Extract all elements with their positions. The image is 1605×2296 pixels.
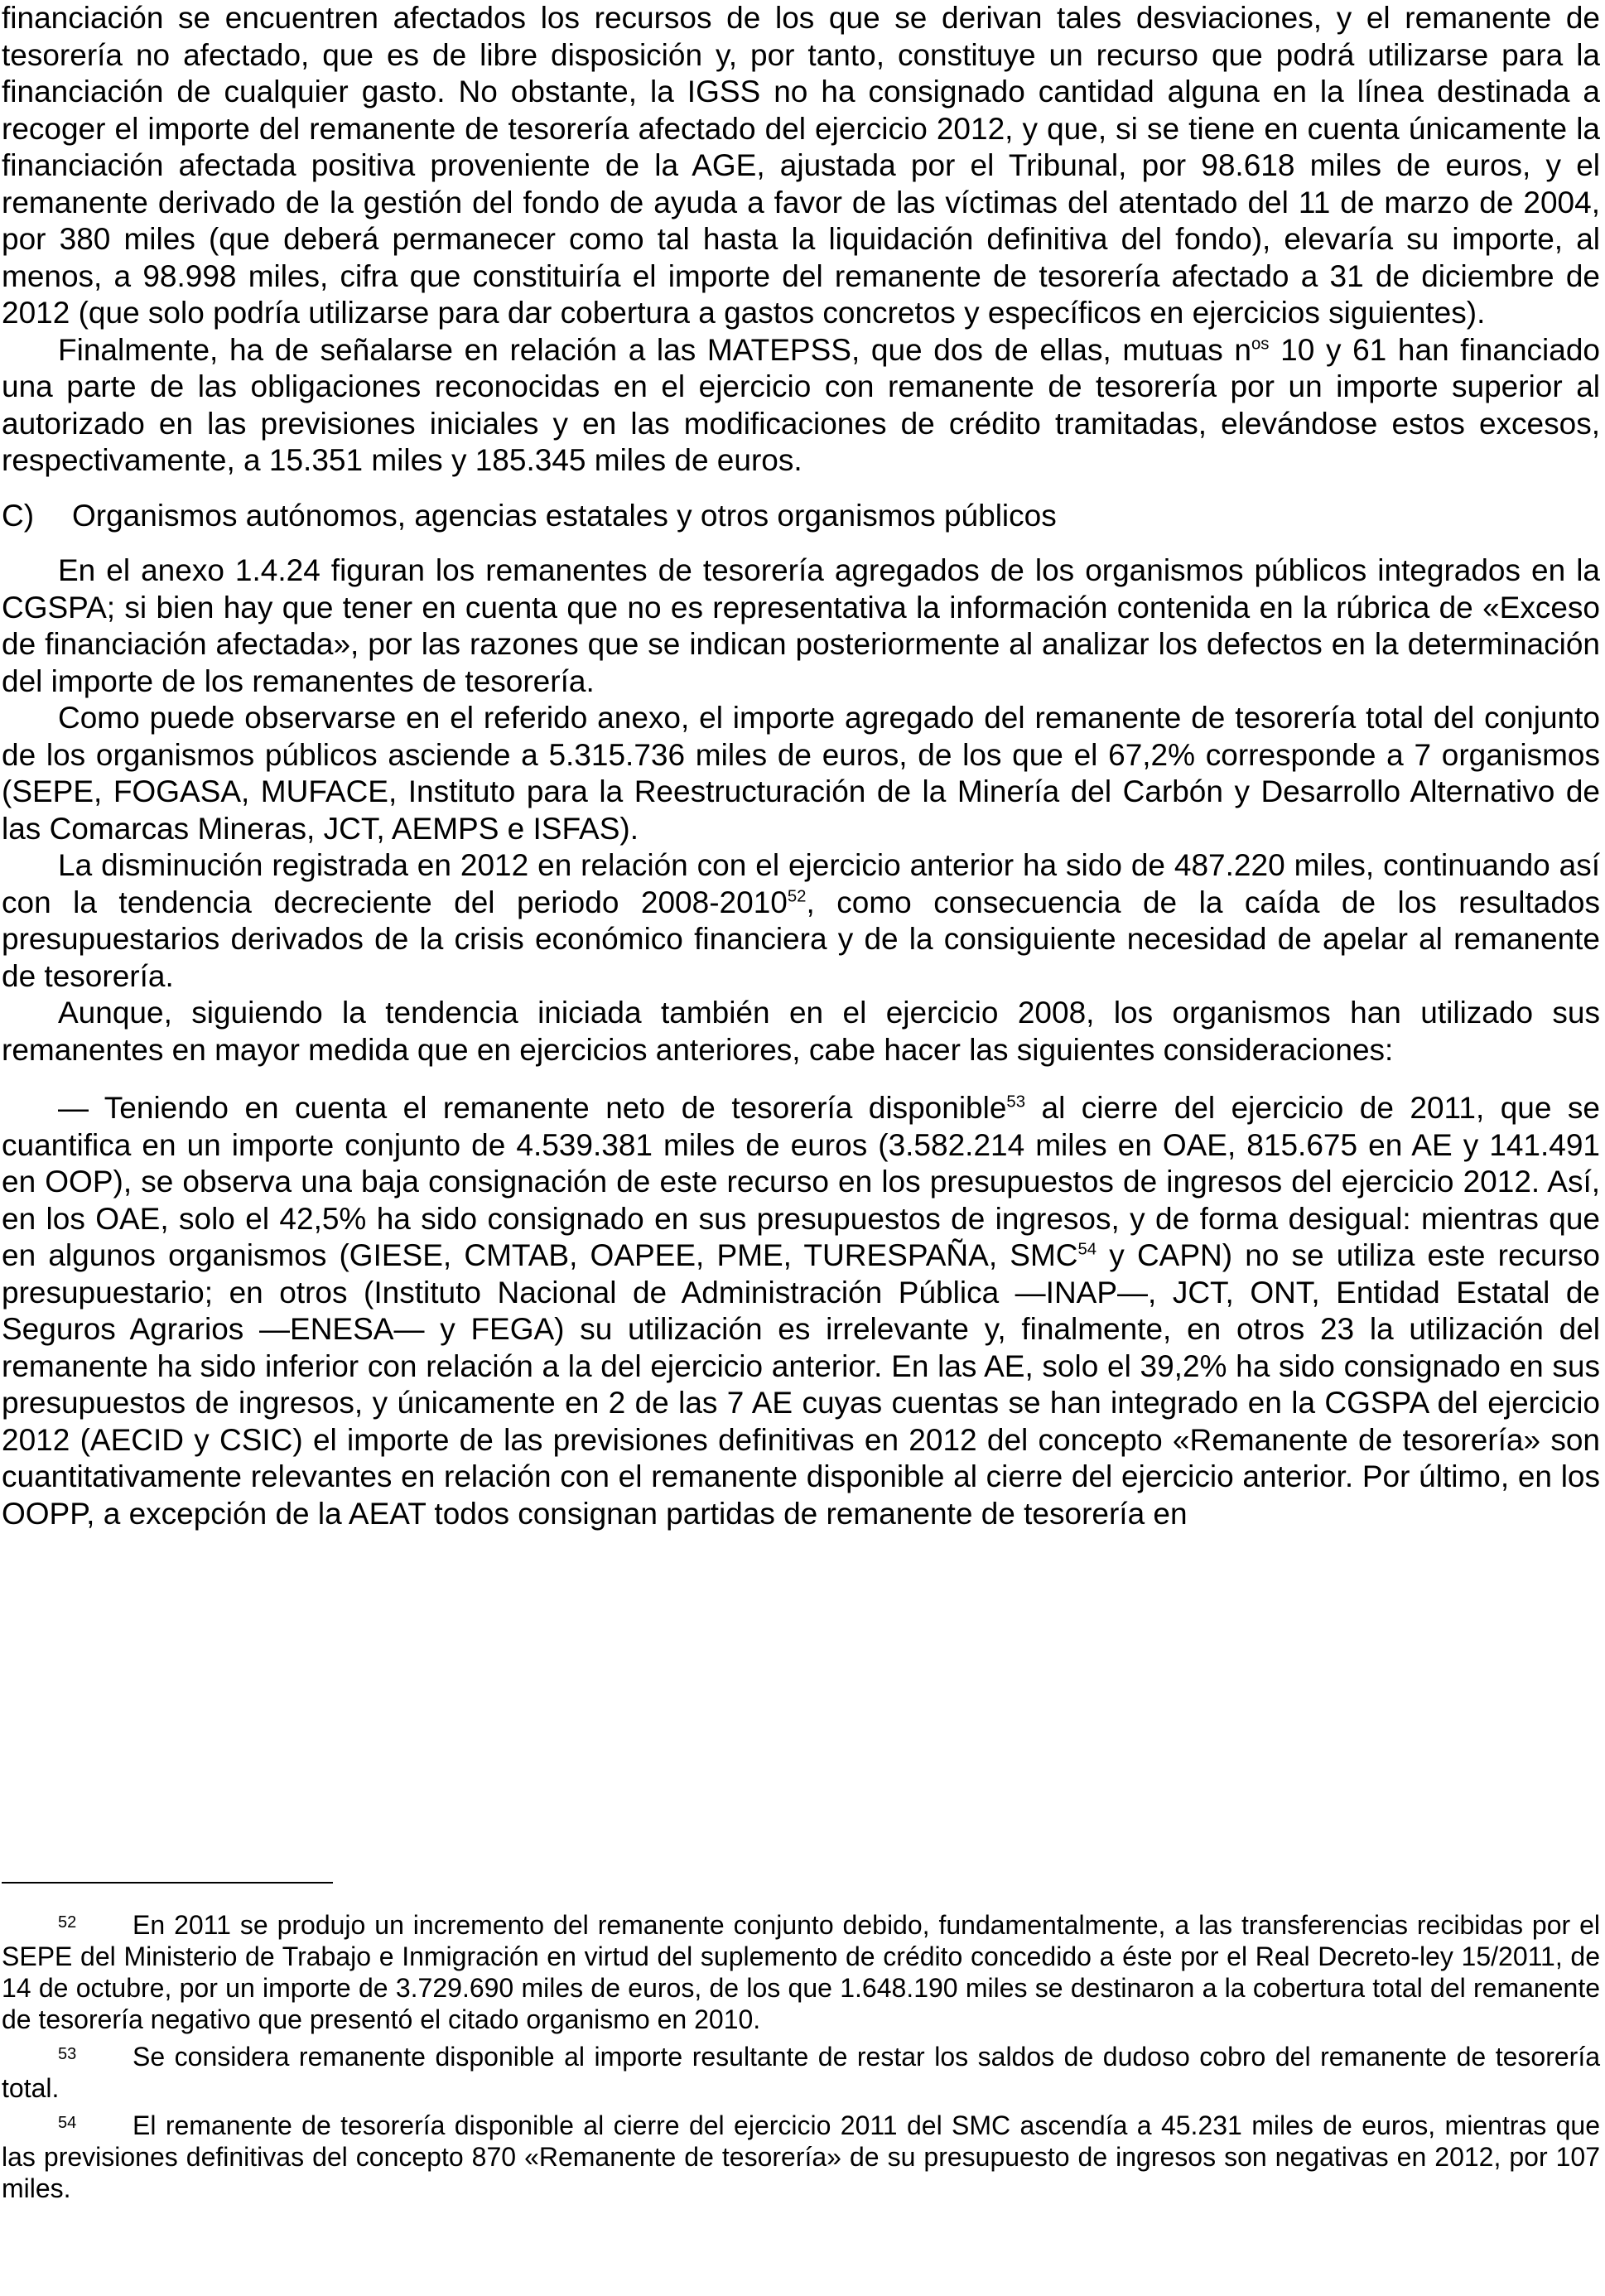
footnote-ref-53: 53 xyxy=(1006,1093,1026,1112)
paragraph-7 xyxy=(2,1090,1600,1532)
paragraph-5 xyxy=(2,847,1600,995)
paragraph-3: En el anexo 1.4.24 figuran los remanentes de tesorería agregados de los organismos públicos integrados en la CGSPA; si bien hay que tener en cuenta que no es representativa la información contenida en la rúbrica de «Exceso de financiación afectada», por las razones que se indican posteriormente al analizar los defectos en la determinación del importe de los remanentes de tesorería. xyxy=(2,553,1600,698)
footnote-text: El remanente de tesorería disponible al cierre del ejercicio 2011 del SMC ascendía a 45.231 miles de euros, mientras que las previsiones definitivas del concepto 870 «Remanente de tesorería» de su presupuesto de ingresos son negativas en 2012, por 107 miles. xyxy=(2,2110,1600,2203)
footnote-53 xyxy=(2,2038,1600,2104)
footnote-ref-52: 52 xyxy=(787,887,807,906)
footnote-separator xyxy=(2,1882,333,1884)
paragraph-2-text-a: Finalmente, ha de señalarse en relación a las MATEPSS, que dos de ellas, mutuas n xyxy=(58,332,1251,367)
section-heading-letter: C) xyxy=(2,498,35,533)
paragraph-7-text-c: y CAPN) no se utiliza este recurso presupuestario; en otros (Instituto Nacional de Administración Pública —INAP—, JCT, ONT, Entidad Estatal de Seguros Agrarios —ENESA— y FEGA) su utilización es irrelevante y, finalmente, en otros 23 la utilización del remanente ha sido inferior con relación a la del ejercicio anterior. En las AE, solo el 39,2% ha sido consignado en sus presupuestos de ingresos, y únicamente en 2 de las 7 AE cuyas cuentas se han integrado en la CGSPA del ejercicio 2012 (AECID y CSIC) el importe de las previsiones definitivas en 2012 del concepto «Remanente de tesorería» son cuantitativamente relevantes en relación con el remanente disponible al cierre del ejercicio anterior. Por último, en los OOPP, a excepción de la AEAT todos consignan partidas de remanente de tesorería en xyxy=(2,1238,1600,1531)
paragraph-6: Aunque, siguiendo la tendencia iniciada también en el ejercicio 2008, los organismos han utilizado sus remanentes en mayor medida que en ejercicios anteriores, cabe hacer las siguientes consideraciones: xyxy=(2,996,1600,1067)
footnote-number: 54 xyxy=(58,2114,77,2132)
paragraph-2-text-b: 10 y 61 han financiado una parte de las obligaciones reconocidas en el ejercicio con remanente de tesorería por un importe superior al autorizado en las previsiones iniciales y en las modificaciones de crédito tramitadas, elevándose estos excesos, respectivamente, a 15.351 miles y 185.345 miles de euros. xyxy=(2,332,1600,477)
paragraph-4: Como puede observarse en el referido anexo, el importe agregado del remanente de tesorería total del conjunto de los organismos públicos asciende a 5.315.736 miles de euros, de los que el 67,2% corresponde a 7 organismos (SEPE, FOGASA, MUFACE, Instituto para la Reestructuración de la Minería del Carbón y Desarrollo Alternativo de las Comarcas Mineras, JCT, AEMPS e ISFAS). xyxy=(2,701,1600,846)
paragraph-2 xyxy=(2,332,1600,480)
footnote-number: 53 xyxy=(58,2045,77,2063)
footnote-text: En 2011 se produjo un incremento del remanente conjunto debido, fundamentalmente, a las transferencias recibidas por el SEPE del Ministerio de Trabajo e Inmigración en virtud del suplemento de crédito concedido a éste por el Real Decreto-ley 15/2011, de 14 de octubre, por un importe de 3.729.690 miles de euros, de los que 1.648.190 miles se destinaron a la cobertura total del remanente de tesorería negativo que presentó el citado organismo en 2010. xyxy=(2,1910,1600,2034)
footnote-number: 52 xyxy=(58,1913,77,1932)
main-text xyxy=(2,0,1600,1532)
paragraph-5-text-b: , como consecuencia de la caída de los resultados presupuestarios derivados de la crisis económico financiera y de la consiguiente necesidad de apelar al remanente de tesorería. xyxy=(2,885,1601,993)
footnote-ref-54: 54 xyxy=(1077,1240,1097,1259)
section-heading-text: Organismos autónomos, agencias estatales y otros organismos públicos xyxy=(72,498,1057,533)
footnote-54 xyxy=(2,2107,1600,2204)
section-heading xyxy=(2,498,1600,535)
footnotes xyxy=(2,1882,1600,2207)
footnote-52 xyxy=(2,1907,1600,2035)
paragraph-5-text-a: La disminución registrada en 2012 en relación con el ejercicio anterior ha sido de 487.220 miles, continuando así con la tendencia decreciente del periodo 2008-2010 xyxy=(2,848,1600,919)
paragraph-7-text-a: — Teniendo en cuenta el remanente neto de tesorería disponible xyxy=(58,1091,1007,1125)
paragraph-2-superscript: os xyxy=(1251,335,1270,354)
paragraph-1: financiación se encuentren afectados los recursos de los que se derivan tales desviaciones, y el remanente de tesorería no afectado, que es de libre disposición y, por tanto, constituye un recurso que podrá utilizarse para la financiación de cualquier gasto. No obstante, la IGSS no ha consignado cantidad alguna en la línea destinada a recoger el importe del remanente de tesorería afectado del ejercicio 2012, y que, si se tiene en cuenta únicamente la financiación afectada positiva proveniente de la AGE, ajustada por el Tribunal, por 98.618 miles de euros, y el remanente derivado de la gestión del fondo de ayuda a favor de las víctimas del atentado del 11 de marzo de 2004, por 380 miles (que deberá permanecer como tal hasta la liquidación definitiva del fondo), elevaría su importe, al menos, a 98.998 miles, cifra que constituiría el importe del remanente de tesorería afectado a 31 de diciembre de 2012 (que solo podría utilizarse para dar cobertura a gastos concretos y específicos en ejercicios siguientes). xyxy=(2,1,1600,330)
footnote-text: Se considera remanente disponible al importe resultante de restar los saldos de dudoso cobro del remanente de tesorería total. xyxy=(2,2042,1600,2103)
paragraph-7-text-b: al cierre del ejercicio de 2011, que se cuantifica en un importe conjunto de 4.539.381 miles de euros (3.582.214 miles en OAE, 815.675 en AE y 141.491 en OOP), se observa una baja consignación de este recurso en los presupuestos de ingresos del ejercicio 2012. Así, en los OAE, solo el 42,5% ha sido consignado en sus presupuestos de ingresos, y de forma desigual: mientras que en algunos organismos (GIESE, CMTAB, OAPEE, PME, TURESPAÑA, SMC xyxy=(2,1091,1600,1272)
